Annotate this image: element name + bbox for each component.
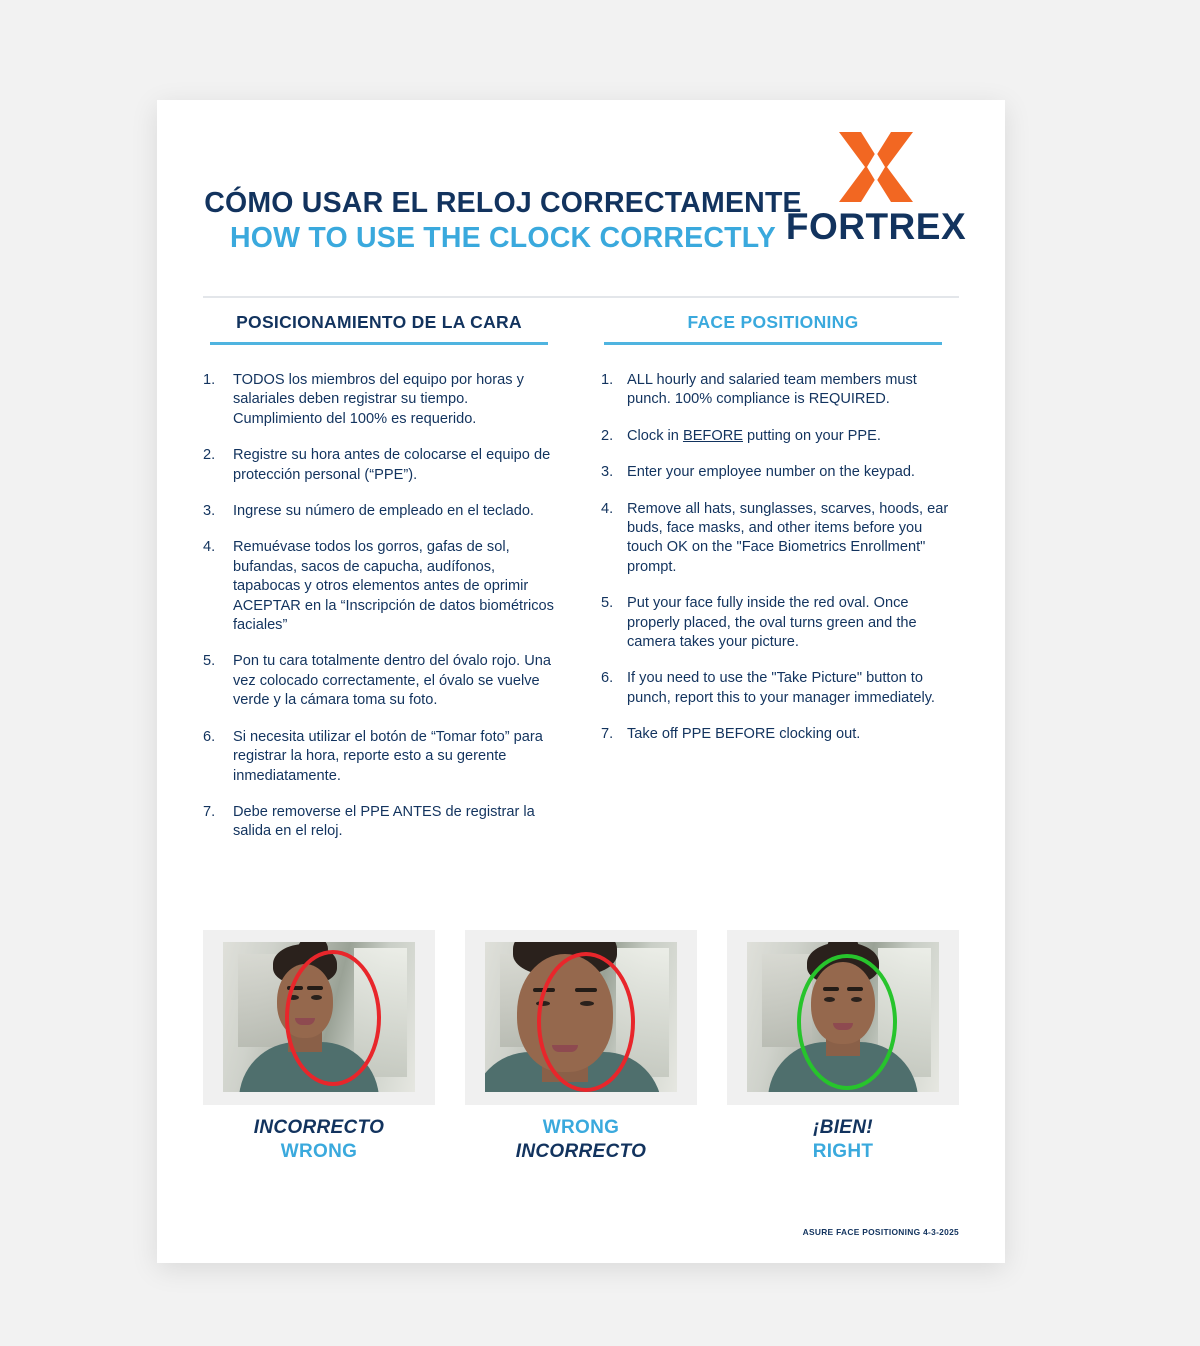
- caption-line-2: WRONG: [280, 1140, 358, 1162]
- list-text: Remove all hats, sunglasses, scarves, hoods, ear buds, face masks, and other items before you touch OK on the "Face Biometrics Enrollment" prompt.: [627, 500, 949, 575]
- document-footnote: ASURE FACE POSITIONING 4-3-2025: [802, 1227, 959, 1237]
- list-number: 4.: [601, 500, 614, 517]
- list-number: 3.: [203, 503, 216, 520]
- example-photo-incorrect-2: [465, 930, 697, 1162]
- list-item: [597, 463, 949, 482]
- list-text: Remuévase todos los gorros, gafas de sol, bufandas, sacos de capucha, audífonos, tapabocas y otros elementos antes de oprimir ACEPTAR en la “Inscripción de datos biométricos faciales”: [233, 539, 554, 634]
- list-number: 2.: [203, 447, 216, 464]
- list-text: Si necesita utilizar el botón de “Tomar foto” para registrar la hora, reporte esto a su gerente inmediatamente.: [233, 728, 543, 784]
- caption-line-1: INCORRECTO: [253, 1117, 385, 1138]
- list-text: ALL hourly and salaried team members must punch. 100% compliance is REQUIRED.: [627, 372, 917, 408]
- x-star-logo-icon: [835, 130, 917, 204]
- list-number: 7.: [601, 726, 614, 743]
- list-number: 5.: [203, 653, 216, 670]
- list-item: [597, 427, 949, 446]
- list-text-post: putting on your PPE.: [742, 427, 881, 444]
- list-item: [203, 446, 555, 485]
- photo-frame: [485, 942, 677, 1092]
- list-text: Take off PPE BEFORE clocking out.: [627, 726, 861, 743]
- caption-correct: [727, 1116, 959, 1164]
- list-number: 2.: [601, 427, 614, 444]
- caption-incorrect-2: [465, 1116, 697, 1164]
- caption-line-1: WRONG: [542, 1117, 620, 1138]
- list-item: [597, 371, 949, 410]
- column-heading-english: FACE POSITIONING: [687, 312, 859, 332]
- brand-lockup: [771, 130, 981, 245]
- list-item: [203, 803, 555, 842]
- list-text: Ingrese su número de empleado en el teclado.: [233, 503, 534, 520]
- list-item: [597, 500, 949, 578]
- list-item: [597, 669, 949, 708]
- list-item: [203, 728, 555, 786]
- list-text-underlined: BEFORE: [682, 427, 743, 444]
- column-heading-spanish: POSICIONAMIENTO DE LA CARA: [236, 312, 522, 332]
- poster-header: [157, 100, 1005, 296]
- list-text-pre: Clock in: [627, 427, 683, 444]
- list-text: Registre su hora antes de colocarse el equipo de protección personal (“PPE”).: [233, 447, 551, 483]
- alignment-oval-green: [797, 954, 897, 1090]
- list-item: [203, 371, 555, 429]
- caption-line-2: INCORRECTO: [515, 1140, 647, 1162]
- column-english: [597, 312, 949, 762]
- alignment-oval-red: [537, 952, 635, 1092]
- list-item: [203, 538, 555, 635]
- list-number: 6.: [601, 670, 614, 687]
- list-text: If you need to use the "Take Picture" button to punch, report this to your manager immediately.: [627, 670, 935, 706]
- list-number: 6.: [203, 728, 216, 745]
- poster-sheet: [157, 100, 1005, 1263]
- list-item: [203, 502, 555, 521]
- list-text: Debe removerse el PPE ANTES de registrar la salida en el reloj.: [233, 803, 535, 840]
- alignment-oval-red: [285, 950, 381, 1086]
- page-title-english: HOW TO USE THE CLOCK CORRECTLY: [230, 221, 776, 254]
- list-number: 5.: [601, 595, 614, 612]
- column-underline-spanish: [210, 342, 548, 345]
- list-item: [597, 594, 949, 652]
- instruction-list-spanish: [203, 371, 555, 842]
- photo-frame: [747, 942, 939, 1092]
- title-block: [203, 188, 803, 254]
- caption-incorrect-1: [203, 1116, 435, 1164]
- caption-line-1: ¡BIEN!: [813, 1117, 873, 1138]
- list-number: 1.: [203, 372, 216, 388]
- list-text: Put your face fully inside the red oval. Once properly placed, the oval turns green and the camera takes your picture.: [627, 595, 917, 651]
- list-text: Pon tu cara totalmente dentro del óvalo rojo. Una vez colocado correctamente, el óvalo se vuelve verde y la cámara toma su foto.: [233, 653, 552, 709]
- column-spanish: [203, 312, 555, 859]
- photo-frame: [223, 942, 415, 1092]
- example-photo-incorrect-1: [203, 930, 435, 1162]
- brand-name: FORTREX: [785, 206, 967, 247]
- list-item: [203, 652, 555, 710]
- caption-line-2: RIGHT: [812, 1140, 874, 1162]
- list-number: 1.: [601, 372, 614, 388]
- instruction-list-english: [597, 371, 949, 745]
- column-underline-english: [604, 342, 942, 345]
- list-text: TODOS los miembros del equipo por horas y salariales deben registrar su tiempo. Cumplimiento del 100% es requerido.: [233, 372, 524, 427]
- list-item: [597, 725, 949, 744]
- example-photo-correct: [727, 930, 959, 1162]
- list-text: Enter your employee number on the keypad.: [627, 464, 915, 481]
- page-title-spanish: CÓMO USAR EL RELOJ CORRECTAMENTE: [204, 187, 802, 219]
- header-divider: [203, 296, 959, 298]
- list-number: 4.: [203, 539, 216, 556]
- example-photos: [203, 930, 959, 1220]
- list-number: 3.: [601, 464, 614, 481]
- list-number: 7.: [203, 803, 216, 820]
